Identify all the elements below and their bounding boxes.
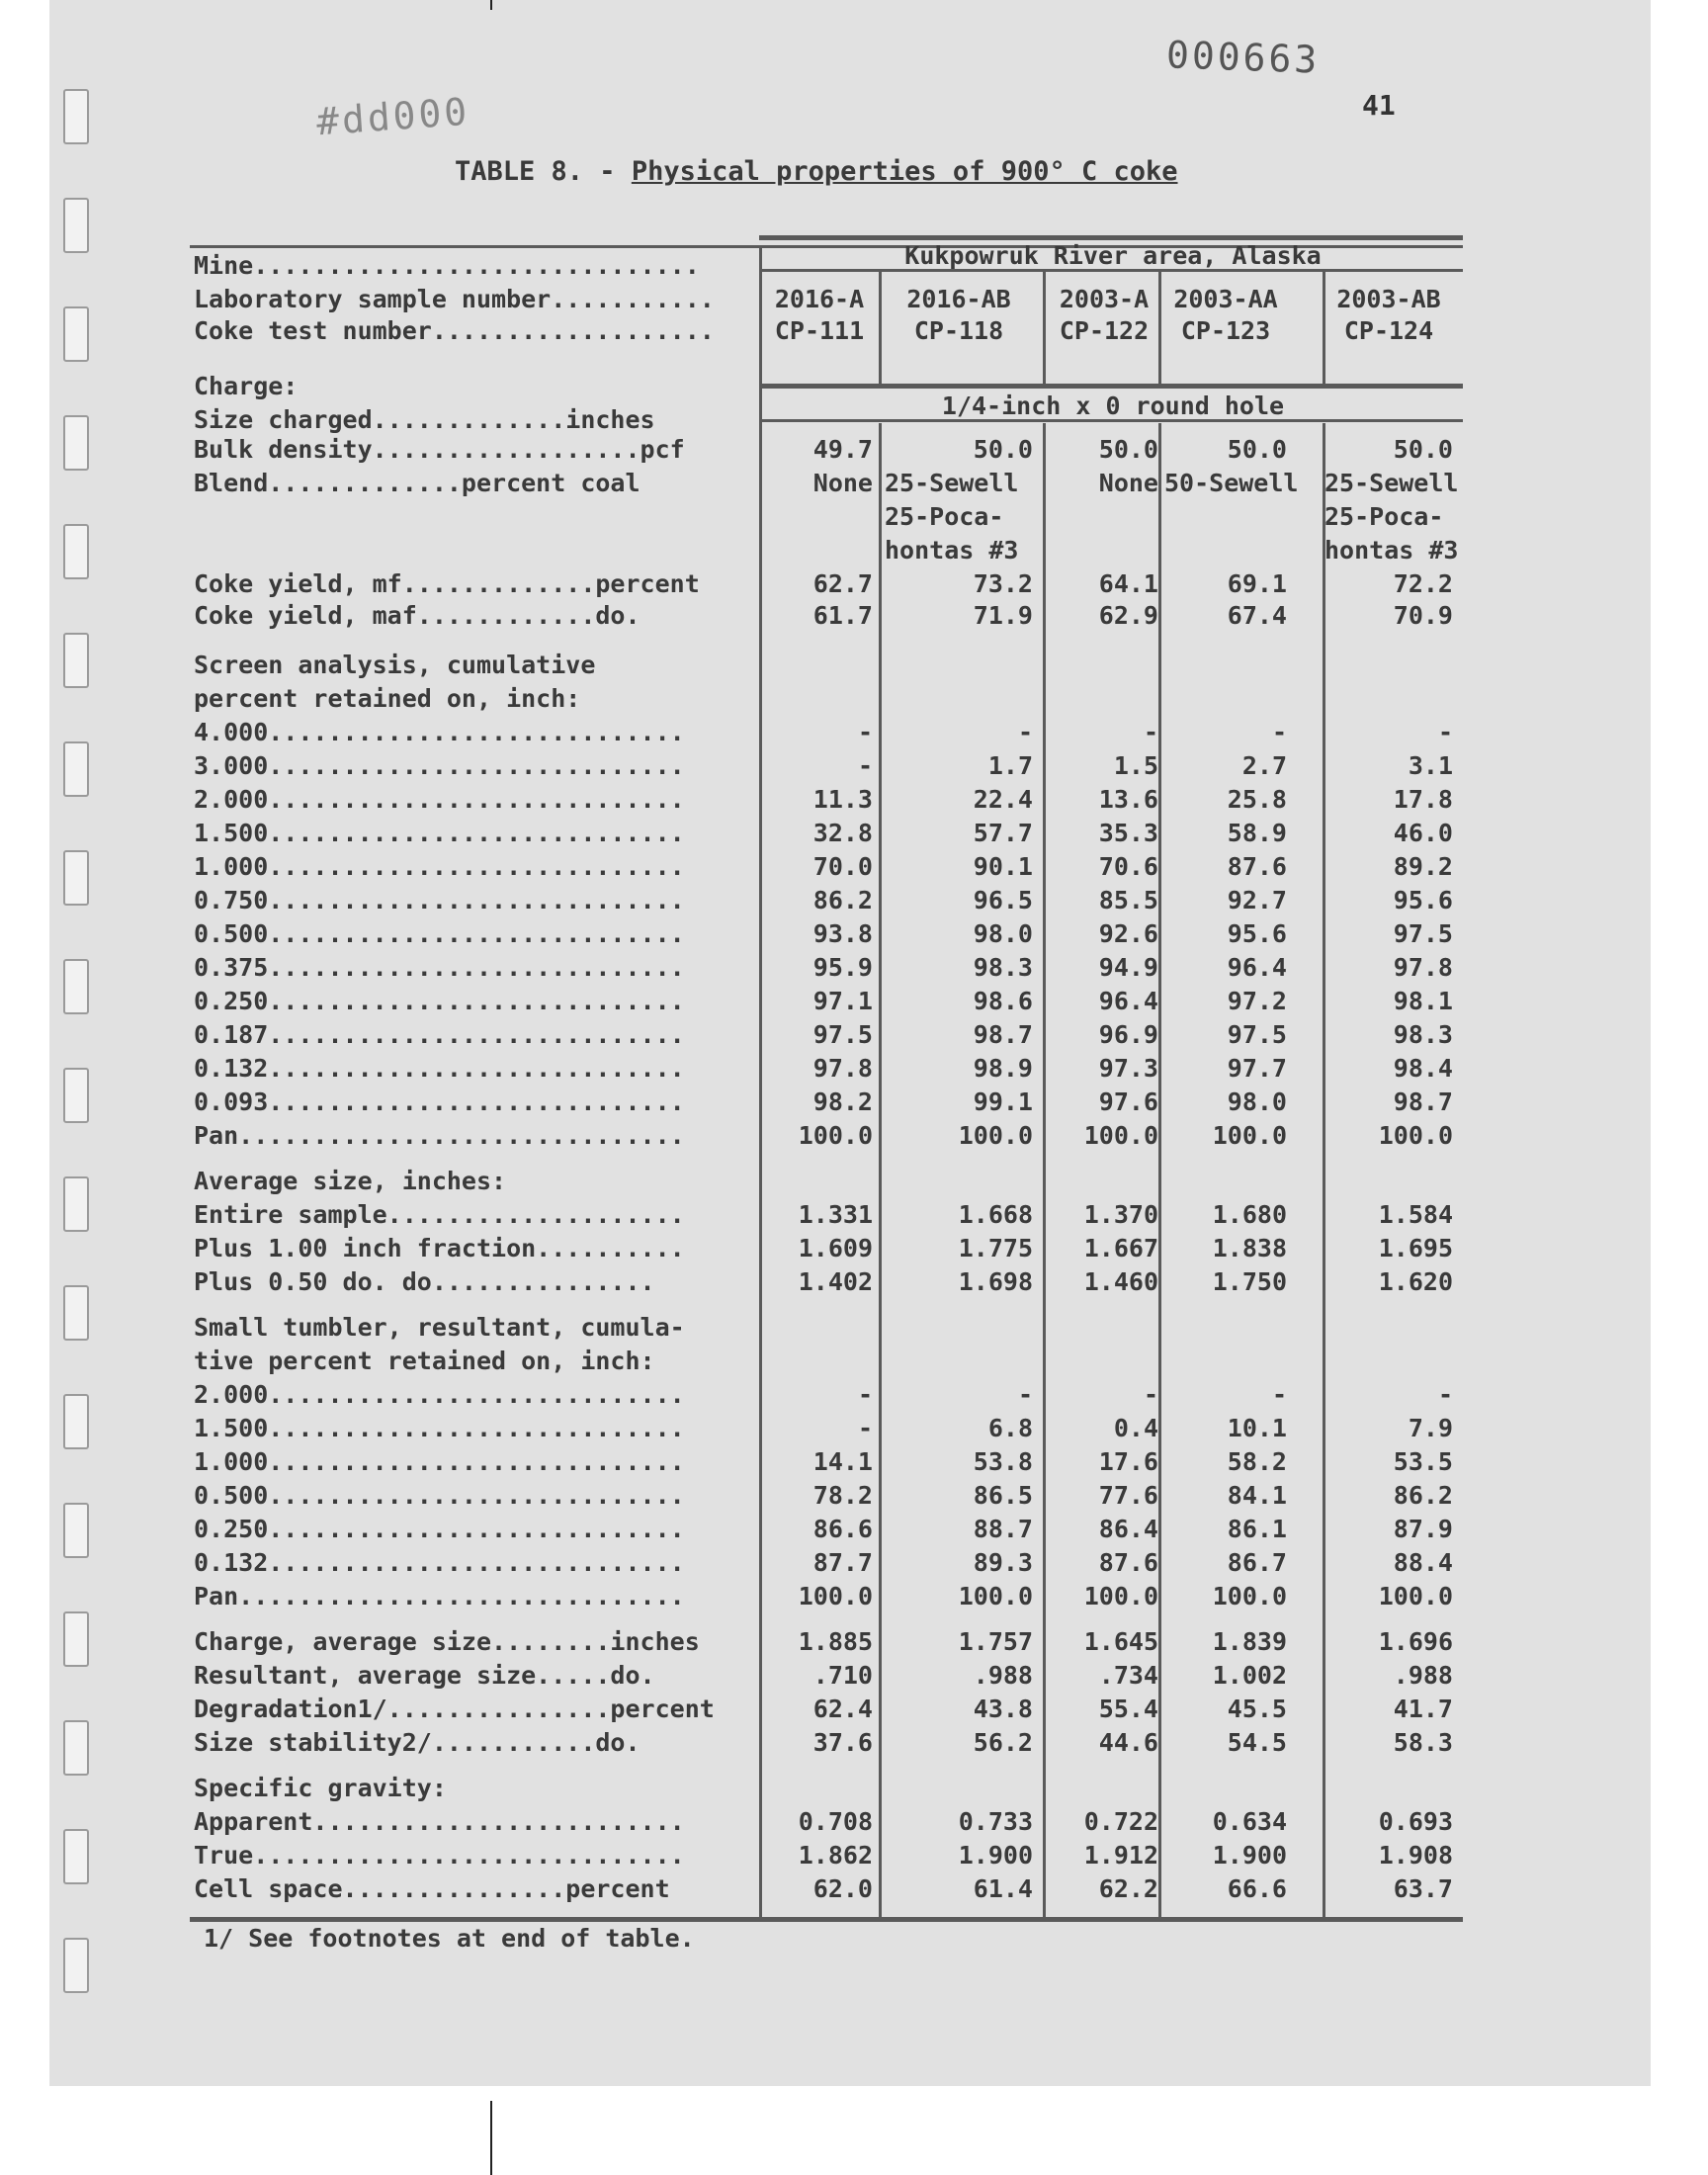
table-cell: 1.331 (798, 1200, 873, 1229)
table-cell: 58.9 (1227, 819, 1287, 847)
row-label: percent retained on, inch: (194, 684, 581, 713)
table-row (0, 370, 1708, 403)
table-row (0, 884, 1708, 917)
table-cell: 98.7 (973, 1020, 1033, 1049)
table-row (0, 1445, 1708, 1479)
table-cell: 57.7 (973, 819, 1033, 847)
table-cell: 86.7 (1227, 1548, 1287, 1577)
fold-mark (490, 0, 492, 10)
row-label: tive percent retained on, inch: (194, 1347, 655, 1375)
table-cell: 97.5 (1227, 1020, 1287, 1049)
row-label: Coke yield, mf.............percent (194, 569, 700, 598)
table-row (0, 500, 1708, 534)
table-cell: 1.668 (958, 1200, 1033, 1229)
table-cell: 44.6 (1098, 1728, 1158, 1757)
table-cell: 0.693 (1378, 1807, 1453, 1836)
table-cell: - (1017, 718, 1033, 746)
table-cell: 97.2 (1227, 987, 1287, 1015)
table-cell: 90.1 (973, 852, 1033, 881)
table-cell: 98.1 (1393, 987, 1453, 1015)
row-label: Degradation1/...............percent (194, 1695, 715, 1723)
table-cell: 0.733 (958, 1807, 1033, 1836)
table-cell: 1.862 (798, 1841, 873, 1870)
table-cell: 95.6 (1393, 886, 1453, 914)
table-row (0, 783, 1708, 817)
table-cell: CP-118 (913, 316, 1004, 345)
table-title (455, 156, 1178, 187)
table-cell: 100.0 (1378, 1582, 1453, 1610)
table-cell: - (857, 1414, 873, 1442)
table-cell: 84.1 (1227, 1481, 1287, 1510)
table-cell: 70.0 (812, 852, 873, 881)
row-label: Charge, average size........inches (194, 1627, 700, 1656)
table-cell: 88.7 (973, 1515, 1033, 1543)
table-cell: 98.6 (973, 987, 1033, 1015)
table-row (0, 985, 1708, 1018)
row-label: True............................. (194, 1841, 685, 1870)
table-cell: - (1143, 718, 1158, 746)
row-label: 0.132............................ (194, 1054, 685, 1083)
table-cell: 1.7 (987, 751, 1033, 780)
table-cell: 87.9 (1393, 1515, 1453, 1543)
row-label: 0.093............................ (194, 1088, 685, 1116)
table-cell: CP-122 (1059, 316, 1150, 345)
table-cell: 62.7 (812, 569, 873, 598)
table-cell: 93.8 (812, 919, 873, 948)
table-cell: 1.620 (1378, 1267, 1453, 1296)
table-cell: 1.609 (798, 1234, 873, 1262)
table-cell: 97.8 (812, 1054, 873, 1083)
table-cell: 88.4 (1393, 1548, 1453, 1577)
table-cell: - (857, 751, 873, 780)
table-cell: 17.6 (1098, 1447, 1158, 1476)
table-cell: 50.0 (973, 435, 1033, 464)
table-cell: 43.8 (973, 1695, 1033, 1723)
table-cell: 1.839 (1212, 1627, 1287, 1656)
table-cell: 1.696 (1378, 1627, 1453, 1656)
row-label: 0.187............................ (194, 1020, 685, 1049)
table-cell: 86.4 (1098, 1515, 1158, 1543)
table-cell: 49.7 (812, 435, 873, 464)
table-cell: 45.5 (1227, 1695, 1287, 1723)
table-cell: 85.5 (1098, 886, 1158, 914)
table-cell: 97.5 (1393, 919, 1453, 948)
row-label: Coke yield, maf............do. (194, 601, 640, 630)
table-cell: 95.9 (812, 953, 873, 982)
table-cell: 97.1 (812, 987, 873, 1015)
table-row (0, 403, 1708, 437)
table-cell: 17.8 (1393, 785, 1453, 814)
table-row (0, 649, 1708, 682)
table-cell: 1.885 (798, 1627, 873, 1656)
table-cell: 95.6 (1227, 919, 1287, 948)
table-cell: 2.7 (1241, 751, 1287, 780)
row-label: 0.250............................ (194, 987, 685, 1015)
table-cell: 1.757 (958, 1627, 1033, 1656)
table-cell: - (1271, 1380, 1287, 1409)
binder-hole (63, 89, 89, 144)
row-label: Blend.............percent coal (194, 469, 640, 497)
row-label: Pan.............................. (194, 1582, 685, 1610)
table-cell: 25.8 (1227, 785, 1287, 814)
table-row (0, 1479, 1708, 1513)
table-cell: 61.4 (973, 1874, 1033, 1903)
row-label: Apparent......................... (194, 1807, 685, 1836)
row-label: Charge: (194, 372, 299, 400)
row-label: Coke test number................... (194, 316, 715, 345)
table-cell: 32.8 (812, 819, 873, 847)
table-row (0, 1872, 1708, 1906)
row-label: 0.750............................ (194, 886, 685, 914)
table-cell: 69.1 (1227, 569, 1287, 598)
row-label: Laboratory sample number........... (194, 285, 715, 313)
table-cell: 63.7 (1393, 1874, 1453, 1903)
table-cell: 25-Sewell (1324, 469, 1459, 497)
table-cell: 1.698 (958, 1267, 1033, 1296)
table-row (0, 1546, 1708, 1580)
table-cell: 100.0 (1212, 1582, 1287, 1610)
table-row (0, 1345, 1708, 1378)
row-label: Plus 0.50 do. do............... (194, 1267, 655, 1296)
table-cell: 3.1 (1408, 751, 1453, 780)
table-cell: 41.7 (1393, 1695, 1453, 1723)
table-cell: 56.2 (973, 1728, 1033, 1757)
table-cell: 100.0 (1083, 1121, 1158, 1150)
row-label: 0.500............................ (194, 1481, 685, 1510)
row-label: Specific gravity: (194, 1774, 447, 1802)
table-cell: 96.9 (1098, 1020, 1158, 1049)
rule-bottom (190, 1917, 1463, 1922)
table-cell: .734 (1098, 1661, 1158, 1690)
row-label: Bulk density..................pcf (194, 435, 685, 464)
row-label: Size stability2/...........do. (194, 1728, 640, 1757)
table-cell: 92.7 (1227, 886, 1287, 914)
table-cell: 64.1 (1098, 569, 1158, 598)
table-cell: 97.6 (1098, 1088, 1158, 1116)
table-cell: 100.0 (958, 1582, 1033, 1610)
table-cell: 98.3 (973, 953, 1033, 982)
table-row (0, 1659, 1708, 1693)
table-row (0, 1693, 1708, 1726)
table-cell: 55.4 (1098, 1695, 1158, 1723)
table-cell: 97.3 (1098, 1054, 1158, 1083)
table-cell: 1.838 (1212, 1234, 1287, 1262)
table-cell: 96.4 (1227, 953, 1287, 982)
row-label: Pan.............................. (194, 1121, 685, 1150)
row-label: Entire sample.................... (194, 1200, 685, 1229)
table-cell: hontas #3 (885, 536, 1019, 565)
table-cell: 100.0 (1212, 1121, 1287, 1150)
table-cell: 53.5 (1393, 1447, 1453, 1476)
table-row (0, 1198, 1708, 1232)
fold-mark (490, 2101, 492, 2175)
table-cell: 67.4 (1227, 601, 1287, 630)
table-cell: - (857, 718, 873, 746)
table-cell: 25-Poca- (885, 502, 1004, 531)
table-cell: 2016-A (774, 285, 865, 313)
table-cell: 10.1 (1227, 1414, 1287, 1442)
table-row (0, 850, 1708, 884)
row-label: Screen analysis, cumulative (194, 651, 596, 679)
table-cell: 98.3 (1393, 1020, 1453, 1049)
table-cell: 87.6 (1227, 852, 1287, 881)
table-row (0, 314, 1708, 348)
binder-hole (63, 198, 89, 253)
table-cell: 98.4 (1393, 1054, 1453, 1083)
row-label: 3.000............................ (194, 751, 685, 780)
table-cell: .988 (973, 1661, 1033, 1690)
row-label: 1.000............................ (194, 1447, 685, 1476)
table-row (0, 1378, 1708, 1412)
row-label: Cell space...............percent (194, 1874, 670, 1903)
row-label: 2.000............................ (194, 785, 685, 814)
table-cell: 97.8 (1393, 953, 1453, 982)
table-cell: 2003-AA (1173, 285, 1278, 313)
table-cell: 1.402 (798, 1267, 873, 1296)
table-cell: 1.370 (1083, 1200, 1158, 1229)
size-charged-span: 1/4-inch x 0 round hole (941, 392, 1285, 420)
table-cell: 98.0 (973, 919, 1033, 948)
table-cell: 99.1 (973, 1088, 1033, 1116)
table-cell: 98.2 (812, 1088, 873, 1116)
table-row (0, 283, 1708, 316)
table-cell: 11.3 (812, 785, 873, 814)
table-row (0, 1513, 1708, 1546)
table-cell: 1.5 (1113, 751, 1158, 780)
table-cell: 50.0 (1393, 435, 1453, 464)
table-cell: 86.5 (973, 1481, 1033, 1510)
table-cell: 37.6 (812, 1728, 873, 1757)
table-cell: 1.912 (1083, 1841, 1158, 1870)
table-cell: 62.2 (1098, 1874, 1158, 1903)
table-cell: .710 (812, 1661, 873, 1690)
table-row (0, 433, 1708, 467)
table-cell: - (1437, 718, 1453, 746)
table-cell: 78.2 (812, 1481, 873, 1510)
table-cell: 1.460 (1083, 1267, 1158, 1296)
table-cell: 25-Poca- (1324, 502, 1444, 531)
table-cell: 58.2 (1227, 1447, 1287, 1476)
table-cell: 46.0 (1393, 819, 1453, 847)
table-cell: 53.8 (973, 1447, 1033, 1476)
table-cell: CP-123 (1180, 316, 1271, 345)
row-label: 0.500............................ (194, 919, 685, 948)
table-row (0, 1052, 1708, 1086)
table-row (0, 467, 1708, 500)
table-cell: 66.6 (1227, 1874, 1287, 1903)
table-cell: None (812, 469, 873, 497)
table-row (0, 1839, 1708, 1872)
table-cell: 100.0 (1083, 1582, 1158, 1610)
table-cell: - (1437, 1380, 1453, 1409)
row-label: 0.375............................ (194, 953, 685, 982)
table-row (0, 1018, 1708, 1052)
table-cell: 73.2 (973, 569, 1033, 598)
table-cell: 1.775 (958, 1234, 1033, 1262)
table-cell: 50.0 (1098, 435, 1158, 464)
table-cell: 1.695 (1378, 1234, 1453, 1262)
table-cell: 86.6 (812, 1515, 873, 1543)
row-label: Size charged.............inches (194, 405, 655, 434)
row-label: Small tumbler, resultant, cumula- (194, 1313, 685, 1342)
table-cell: CP-111 (774, 316, 865, 345)
table-row (0, 1311, 1708, 1345)
table-cell: 0.722 (1083, 1807, 1158, 1836)
row-label: Average size, inches: (194, 1167, 507, 1195)
table-cell: 1.680 (1212, 1200, 1287, 1229)
table-cell: hontas #3 (1324, 536, 1459, 565)
footnote: 1/ See footnotes at end of table. (204, 1924, 695, 1953)
table-cell: 70.6 (1098, 852, 1158, 881)
table-cell: 100.0 (798, 1121, 873, 1150)
table-cell: - (857, 1380, 873, 1409)
table-cell: 62.9 (1098, 601, 1158, 630)
rule-top (759, 235, 1463, 240)
table-cell: 61.7 (812, 601, 873, 630)
table-cell: 1.584 (1378, 1200, 1453, 1229)
table-cell: 50.0 (1227, 435, 1287, 464)
table-cell: 1.750 (1212, 1267, 1287, 1296)
row-label: 1.500............................ (194, 819, 685, 847)
table-cell: 2003-A (1059, 285, 1150, 313)
row-label: Plus 1.00 inch fraction.......... (194, 1234, 685, 1262)
table-cell: 71.9 (973, 601, 1033, 630)
handwritten-stamp: 000663 (1165, 33, 1322, 82)
table-row (0, 917, 1708, 951)
table-cell: 97.7 (1227, 1054, 1287, 1083)
table-cell: 86.1 (1227, 1515, 1287, 1543)
table-row (0, 567, 1708, 601)
table-cell: 1.900 (958, 1841, 1033, 1870)
table-row (0, 1580, 1708, 1613)
table-cell: 86.2 (1393, 1481, 1453, 1510)
table-cell: 58.3 (1393, 1728, 1453, 1757)
table-cell: 22.4 (973, 785, 1033, 814)
table-cell: 2003-AB (1336, 285, 1441, 313)
table-cell: 35.3 (1098, 819, 1158, 847)
table-row (0, 249, 1708, 283)
table-row (0, 1772, 1708, 1805)
table-title-text: Physical properties of 900° C coke (631, 156, 1178, 187)
table-cell: 100.0 (798, 1582, 873, 1610)
row-label: 0.250............................ (194, 1515, 685, 1543)
table-cell: 96.5 (973, 886, 1033, 914)
table-cell: 1.002 (1212, 1661, 1287, 1690)
page-number: 41 (1362, 89, 1396, 122)
table-cell: 100.0 (958, 1121, 1033, 1150)
table-cell: 96.4 (1098, 987, 1158, 1015)
table-cell: 77.6 (1098, 1481, 1158, 1510)
table-row (0, 1232, 1708, 1265)
table-cell: 98.7 (1393, 1088, 1453, 1116)
table-cell: 14.1 (812, 1447, 873, 1476)
table-cell: 97.5 (812, 1020, 873, 1049)
table-row (0, 1726, 1708, 1760)
table-row (0, 1119, 1708, 1153)
table-cell: 94.9 (1098, 953, 1158, 982)
table-cell: 2016-AB (906, 285, 1011, 313)
table-cell: 87.6 (1098, 1548, 1158, 1577)
table-cell: 6.8 (987, 1414, 1033, 1442)
table-cell: - (1271, 718, 1287, 746)
table-row (0, 1165, 1708, 1198)
table-cell: 50-Sewell (1164, 469, 1299, 497)
table-cell: 92.6 (1098, 919, 1158, 948)
row-label: 1.500............................ (194, 1414, 685, 1442)
table-cell: 87.7 (812, 1548, 873, 1577)
table-row (0, 1265, 1708, 1299)
table-cell: CP-124 (1343, 316, 1434, 345)
table-row (0, 534, 1708, 567)
table-row (0, 716, 1708, 749)
table-row (0, 817, 1708, 850)
table-cell: 1.645 (1083, 1627, 1158, 1656)
table-row (0, 951, 1708, 985)
table-cell: .988 (1393, 1661, 1453, 1690)
table-cell: 62.0 (812, 1874, 873, 1903)
table-row (0, 1412, 1708, 1445)
table-cell: 7.9 (1408, 1414, 1453, 1442)
row-label: 4.000............................ (194, 718, 685, 746)
table-cell: 89.3 (973, 1548, 1033, 1577)
table-row (0, 1625, 1708, 1659)
table-cell: 72.2 (1393, 569, 1453, 598)
table-cell: 98.0 (1227, 1088, 1287, 1116)
table-cell: 98.9 (973, 1054, 1033, 1083)
table-row (0, 599, 1708, 633)
table-cell: 70.9 (1393, 601, 1453, 630)
column-group-header: Kukpowruk River area, Alaska (904, 241, 1322, 270)
table-title-prefix: TABLE 8. - (455, 156, 616, 187)
table-cell: 100.0 (1378, 1121, 1453, 1150)
table-cell: None (1098, 469, 1158, 497)
table-cell: 1.908 (1378, 1841, 1453, 1870)
table-cell: 0.708 (798, 1807, 873, 1836)
table-cell: 13.6 (1098, 785, 1158, 814)
table-row (0, 682, 1708, 716)
table-cell: 25-Sewell (885, 469, 1019, 497)
row-label: 0.132............................ (194, 1548, 685, 1577)
row-label: Mine.............................. (194, 251, 700, 280)
table-cell: 62.4 (812, 1695, 873, 1723)
table-cell: - (1143, 1380, 1158, 1409)
row-label: Resultant, average size.....do. (194, 1661, 655, 1690)
table-row (0, 1805, 1708, 1839)
binder-hole (63, 1938, 89, 1993)
table-row (0, 749, 1708, 783)
table-cell: 86.2 (812, 886, 873, 914)
table-cell: - (1017, 1380, 1033, 1409)
table-cell: 89.2 (1393, 852, 1453, 881)
handwritten-stamp-faded: #dd000 (314, 89, 471, 144)
table-cell: 1.667 (1083, 1234, 1158, 1262)
row-label: 2.000............................ (194, 1380, 685, 1409)
table-row (0, 1086, 1708, 1119)
row-label: 1.000............................ (194, 852, 685, 881)
table-cell: 0.4 (1113, 1414, 1158, 1442)
table-cell: 1.900 (1212, 1841, 1287, 1870)
table-cell: 54.5 (1227, 1728, 1287, 1757)
table-cell: 0.634 (1212, 1807, 1287, 1836)
